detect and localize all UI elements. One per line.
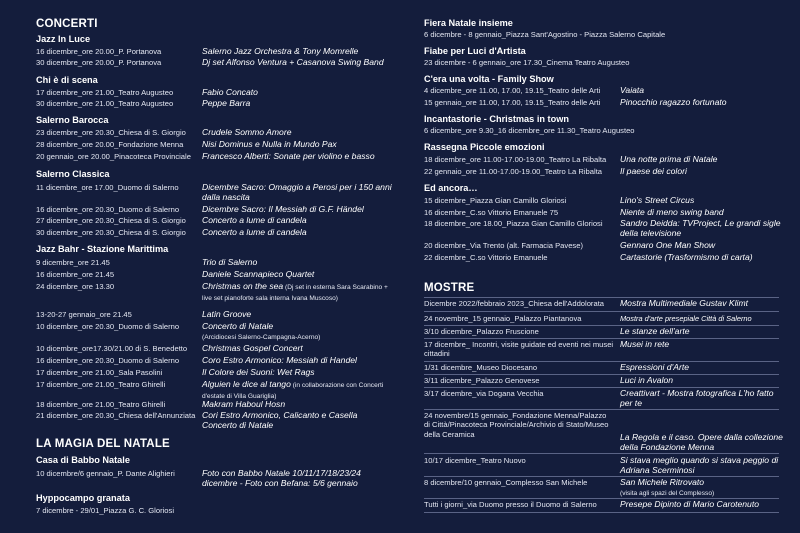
divider (424, 453, 779, 454)
event-what: Si stava meglio quando si stava peggio di Adriana Scerminosi (620, 455, 779, 475)
event-where: 15 dicembre_Piazza Gian Camillo Gloriosi (424, 196, 567, 205)
event-where: Tutti i giorni_via Duomo presso il Duomo di Salerno (424, 500, 597, 509)
event-where: 22 dicembre_C.so Vittorio Emanuele (424, 253, 548, 262)
hyppocampo-title: Hyppocampo granata (36, 493, 130, 503)
event-what: Una notte prima di Natale (620, 154, 718, 164)
event-what: Foto con Babbo Natale 10/11/17/18/23/24 dicembre - Foto con Befana: 5/6 gennaio (202, 468, 361, 488)
event-where: 16 dicembre_C.so Vittorio Emanuele 75 (424, 208, 559, 217)
event-where: 30 dicembre_ore 20.00_P. Portanova (36, 58, 162, 67)
event-where: 9 dicembre_ore 21.45 (36, 258, 110, 267)
event-what: Sandro Deidda: TVProject, Le grandi sigle della televisione (620, 218, 781, 238)
event-where: 8 dicembre/10 gennaio_Complesso San Michele (424, 478, 588, 487)
salerno-barocca-title: Salerno Barocca (36, 115, 109, 125)
event-where: 30 dicembre_ore 21.00_Teatro Augusteo (36, 99, 174, 108)
event-where: 20 gennaio_ore 20.00_Pinacoteca Provinciale (36, 152, 191, 161)
magia-title: LA MAGIA DEL NATALE (36, 438, 170, 450)
event-what: Espressioni d'Arte (620, 362, 689, 372)
event-where: 16 dicembre_ore 20.30_Duomo di Salerno (36, 205, 180, 214)
event-what: Luci in Avalon (620, 375, 674, 385)
event-where: 24 novembre/15 gennaio_Fondazione Menna/Palazzo di Città/Pinacoteca Provinciale/Archivio di Stato/Museo della Ceramica (424, 411, 609, 439)
event-what: Salerno Jazz Orchestra & Tony Momrelle (202, 46, 359, 56)
event-what: Il Colore dei Suoni: Wet Rags (202, 367, 315, 377)
jazz-bahr-title: Jazz Bahr - Stazione Marittima (36, 244, 169, 254)
event-what: Daniele Scannapieco Quartet (202, 269, 315, 279)
event-what: Peppe Barra (202, 98, 251, 108)
event-where: 3/11 dicembre_Palazzo Genovese (424, 376, 540, 385)
event-what: Pinocchio ragazzo fortunato (620, 97, 727, 107)
event-what: Concerto a lume di candela (202, 227, 307, 237)
fiera-title: Fiera Natale insieme (424, 18, 513, 28)
event-what (202, 322, 392, 342)
event-note: (visita agli spazi del Complesso) (620, 489, 715, 497)
event-where: 18 dicembre_ore 21.00_Teatro Ghirelli (36, 400, 166, 409)
rassegna-title: Rassegna Piccole emozioni (424, 142, 545, 152)
event-where: 6 dicembre - 8 gennaio_Piazza Sant'Agostino - Piazza Salerno Capitale (424, 30, 666, 39)
event-what: Crudele Sommo Amore (202, 127, 292, 137)
event-where: 23 dicembre - 6 gennaio_ore 17.30_Cinema Teatro Augusteo (424, 58, 630, 67)
event-what-title: Alguien le dice al tango (202, 379, 291, 389)
event-what: Mostra d'arte presepiale Città di Salerno (620, 314, 752, 323)
event-where: 17 dicembre_ore 21.00_Teatro Ghirelli (36, 380, 166, 389)
event-what (620, 478, 784, 498)
concerti-title: CONCERTI (36, 18, 98, 30)
event-where: 16 dicembre_ore 20.00_P. Portanova (36, 47, 162, 56)
mostre-title: MOSTRE (424, 282, 475, 294)
fiabe-title: Fiabe per Luci d'Artista (424, 46, 526, 56)
divider (424, 476, 779, 477)
event-where: 21 dicembre_ore 20.30_Chiesa dell'Annunziata (36, 411, 196, 420)
event-what: Niente di meno swing band (620, 207, 724, 217)
event-what-title: Concerto di Natale (202, 321, 274, 331)
cera-una-volta-title: C'era una volta - Family Show (424, 74, 554, 84)
event-where: 1/31 dicembre_Museo Diocesano (424, 363, 538, 372)
event-what-title: San Michele Ritrovato (620, 477, 705, 487)
event-where: 10/17 dicembre_Teatro Nuovo (424, 456, 526, 465)
event-what: Il paese dei colori (620, 166, 687, 176)
event-what: Nisi Dominus e Nulla in Mundo Pax (202, 139, 337, 149)
event-what: Musei in rete (620, 339, 670, 349)
chi-e-di-scena-title: Chi è di scena (36, 75, 98, 85)
event-where: 17 dicembre_ore 21.00_Sala Pasolini (36, 368, 163, 377)
event-where: 3/17 dicembre_via Dogana Vecchia (424, 389, 544, 398)
event-what (202, 380, 392, 401)
ed-ancora-title: Ed ancora… (424, 183, 478, 193)
incantastorie-title: Incantastorie - Christmas in town (424, 114, 569, 124)
event-where: 13-20-27 gennaio_ore 21.45 (36, 310, 132, 319)
event-where: 16 dicembre_ore 21.45 (36, 270, 115, 279)
event-where: Dicembre 2022/febbraio 2023_Chiesa dell'Addolorata (424, 299, 605, 308)
divider (424, 409, 779, 410)
event-note: (in collaborazione con Concerti d'estate di Villa Guariglia) (202, 382, 384, 400)
event-what: Christmas Gospel Concert (202, 343, 303, 353)
event-where: 17 dicembre_ore 21.00_Teatro Augusteo (36, 88, 174, 97)
event-where: 3/10 dicembre_Palazzo Fruscione (424, 327, 539, 336)
event-what (202, 282, 397, 303)
divider (424, 512, 779, 513)
divider (424, 361, 779, 362)
event-what: Concerto a lume di candela (202, 215, 307, 225)
event-where: 23 dicembre_ore 20.30_Chiesa di S. Giorgio (36, 128, 186, 137)
event-where: 7 dicembre - 29/01_Piazza G. C. Gloriosi (36, 506, 175, 515)
event-what: Presepe Dipinto di Mario Carotenuto (620, 499, 760, 509)
event-where: 28 dicembre_ore 20.00_Fondazione Menna (36, 140, 184, 149)
divider (424, 374, 779, 375)
event-what: Le stanze dell'arte (620, 326, 690, 336)
event-where: 10 dicembre_ore17.30/21.00 di S. Benedetto (36, 344, 188, 353)
event-where: 22 gennaio_ore 11.00-17.00-19.00_Teatro La Ribalta (424, 167, 603, 176)
event-what: Fabio Concato (202, 87, 258, 97)
event-what: Latin Groove (202, 309, 252, 319)
divider (424, 338, 779, 339)
event-where: 30 dicembre_ore 20.30_Chiesa di S. Giorgio (36, 228, 186, 237)
event-what: Cori Estro Armonico, Calicanto e Casella Concerto di Natale (202, 410, 358, 430)
event-what: Lino's Street Circus (620, 195, 695, 205)
event-where: 11 dicembre_ore 17.00_Duomo di Salerno (36, 183, 179, 192)
event-where: 18 dicembre_ore 18.00_Piazza Gian Camillo Gloriosi (424, 219, 603, 228)
event-what: Cartastorie (Trasformismo di carta) (620, 252, 753, 262)
jazz-in-luce-title: Jazz In Luce (36, 34, 91, 44)
event-where: 18 dicembre_ore 11.00-17.00-19.00_Teatro La Ribalta (424, 155, 607, 164)
event-where: 24 dicembre_ore 13.30 (36, 282, 115, 291)
event-what-title: Christmas on the sea (202, 281, 284, 291)
event-what: Creattivart - Mostra fotografica L'ho fatto per te (620, 388, 774, 408)
event-where: 10 dicembre_ore 20.30_Duomo di Salerno (36, 322, 180, 331)
divider (424, 325, 779, 326)
event-what: Trio di Salerno (202, 257, 258, 267)
event-what: Coro Estro Armonico: Messiah di Handel (202, 355, 357, 365)
event-where: 20 dicembre_Via Trento (alt. Farmacia Pavese) (424, 241, 583, 250)
event-where: 10 dicembre/6 gennaio_P. Dante Alighieri (36, 469, 175, 478)
event-where: 27 dicembre_ore 20.30_Chiesa di S. Giorgio (36, 216, 186, 225)
event-where: 4 dicembre_ore 11.00, 17.00, 19.15_Teatro delle Arti (424, 86, 601, 95)
event-note: (Arcidiocesi Salerno-Campagna-Acerno) (202, 333, 321, 341)
salerno-classica-title: Salerno Classica (36, 169, 110, 179)
event-what: Gennaro One Man Show (620, 240, 716, 250)
event-where: 17 dicembre_ Incontri, visite guidate ed eventi nei musei cittadini (424, 340, 614, 359)
divider (424, 311, 779, 312)
event-what: Vaiata (620, 85, 645, 95)
event-what: Francesco Alberti: Sonate per violino e basso (202, 151, 375, 161)
event-note: (Dj set in esterna Sara Scarabino + live set pianoforte sala interna Ivana Muscoso) (202, 284, 388, 302)
event-what: Makram Haboul Hosn (202, 399, 286, 409)
event-what: Dicembre Sacro: Omaggio a Perosi per i 150 anni dalla nascita (202, 182, 392, 202)
event-where: 24 novembre_15 gennaio_Palazzo Piantanova (424, 314, 582, 323)
event-what: Mostra Multimediale Gustav Klimt (620, 298, 748, 308)
event-where: 15 gennaio_ore 11.00, 17.00, 19.15_Teatro delle Arti (424, 98, 601, 107)
event-what: Dj set Alfonso Ventura + Casanova Swing Band (202, 57, 384, 67)
event-what: Dicembre Sacro: Il Messiah di G.F. Händel (202, 204, 364, 214)
event-where: 6 dicembre_ore 9.30_16 dicembre_ore 11.30_Teatro Augusteo (424, 126, 635, 135)
event-what: La Regola e il caso. Opere dalla collezione della Fondazione Menna (620, 432, 783, 452)
casa-babbo-title: Casa di Babbo Natale (36, 455, 130, 465)
event-where: 16 dicembre_ore 20.30_Duomo di Salerno (36, 356, 180, 365)
